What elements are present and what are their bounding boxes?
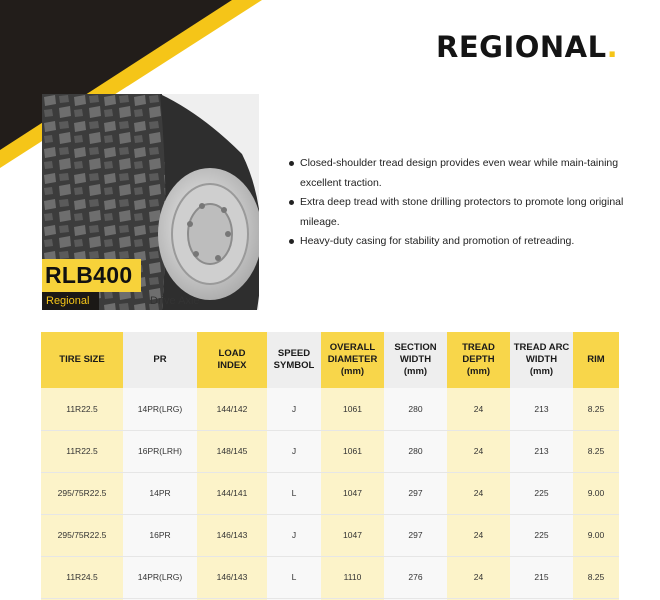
column-header-line: PR — [153, 354, 167, 365]
column-header-line: (mm) — [466, 366, 491, 377]
table-cell-section-width: 297 — [384, 514, 447, 556]
column-header-line: WIDTH — [525, 354, 558, 365]
table-header-row — [41, 332, 619, 388]
column-header-line: TREAD ARC — [513, 342, 570, 353]
table-cell-tread-arc-width: 225 — [510, 514, 573, 556]
table-cell-speed-symbol: J — [267, 430, 321, 472]
column-header-speed-symbol — [267, 332, 321, 388]
table-cell-load-index: 148/145 — [197, 430, 267, 472]
table-cell-section-width: 280 — [384, 388, 447, 430]
column-header-line: (mm) — [403, 366, 428, 377]
table-cell-speed-symbol: J — [267, 514, 321, 556]
table-cell-tire-size: 11R24.5 — [41, 556, 123, 598]
column-header-line: OVERALL — [329, 342, 376, 353]
table-cell-overall-diameter: 1110 — [321, 556, 384, 598]
spec-table — [41, 332, 619, 600]
table-cell-load-index: 144/142 — [197, 388, 267, 430]
column-header-line: DEPTH — [462, 354, 495, 365]
column-header-line: SYMBOL — [273, 360, 315, 371]
feature-list — [288, 154, 628, 252]
feature-item: Heavy-duty casing for stability and promotion of retreading. — [288, 232, 628, 252]
table-cell-rim: 8.25 — [573, 430, 619, 472]
table-cell-tread-arc-width: 225 — [510, 472, 573, 514]
title-accent-dot: . — [606, 30, 619, 64]
column-header-load-index — [197, 332, 267, 388]
table-row — [41, 472, 619, 514]
table-cell-speed-symbol: L — [267, 472, 321, 514]
table-cell-section-width: 280 — [384, 430, 447, 472]
feature-item: Extra deep tread with stone drilling protectors to promote long original mileage. — [288, 193, 628, 232]
column-header-tread-depth — [447, 332, 510, 388]
table-cell-speed-symbol: L — [267, 556, 321, 598]
table-cell-rim: 8.25 — [573, 556, 619, 598]
table-cell-tread-depth: 24 — [447, 430, 510, 472]
column-header-line: (mm) — [340, 366, 365, 377]
column-header-line: SPEED — [277, 348, 311, 359]
table-row — [41, 514, 619, 556]
column-header-overall-diameter — [321, 332, 384, 388]
table-row — [41, 430, 619, 472]
table-cell-tread-arc-width: 215 — [510, 556, 573, 598]
table-cell-pr: 16PR — [123, 514, 197, 556]
table-cell-speed-symbol: J — [267, 388, 321, 430]
table-cell-section-width: 297 — [384, 472, 447, 514]
table-cell-load-index: 144/141 — [197, 472, 267, 514]
table-cell-tire-size: 295/75R22.5 — [41, 514, 123, 556]
table-cell-rim: 8.25 — [573, 388, 619, 430]
table-cell-overall-diameter: 1061 — [321, 388, 384, 430]
table-cell-pr: 16PR(LRH) — [123, 430, 197, 472]
table-cell-rim: 9.00 — [573, 472, 619, 514]
table-cell-rim: 9.00 — [573, 514, 619, 556]
table-cell-pr: 14PR(LRG) — [123, 556, 197, 598]
model-badge: RLB400 — [42, 259, 141, 292]
table-cell-tread-arc-width: 213 — [510, 388, 573, 430]
table-cell-tire-size: 295/75R22.5 — [41, 472, 123, 514]
column-header-line: TIRE SIZE — [59, 354, 105, 365]
column-header-line: (mm) — [529, 366, 554, 377]
page-title-text: REGIONAL — [436, 30, 607, 64]
table-cell-tread-depth: 24 — [447, 556, 510, 598]
column-header-line: SECTION — [394, 342, 437, 353]
column-header-line: TREAD — [462, 342, 495, 353]
column-header-line: WIDTH — [399, 354, 432, 365]
table-cell-overall-diameter: 1061 — [321, 430, 384, 472]
column-header-section-width — [384, 332, 447, 388]
column-header-line: LOAD — [218, 348, 246, 359]
table-cell-overall-diameter: 1047 — [321, 472, 384, 514]
table-cell-tread-depth: 24 — [447, 472, 510, 514]
table-cell-pr: 14PR(LRG) — [123, 388, 197, 430]
page-title — [436, 30, 618, 64]
table-row — [41, 388, 619, 430]
category-tag: Regional — [42, 292, 99, 310]
table-body — [41, 388, 619, 600]
table-row — [41, 556, 619, 598]
column-header-line: INDEX — [217, 360, 247, 371]
table-cell-overall-diameter: 1047 — [321, 514, 384, 556]
column-header-tread-arc-width — [510, 332, 573, 388]
table-cell-section-width: 276 — [384, 556, 447, 598]
column-header-line: RIM — [587, 354, 605, 365]
table-cell-load-index: 146/143 — [197, 514, 267, 556]
table-cell-tread-arc-width: 213 — [510, 430, 573, 472]
table-cell-tread-depth: 24 — [447, 388, 510, 430]
column-header-tire-size — [41, 332, 123, 388]
column-header-rim — [573, 332, 619, 388]
table-cell-pr: 14PR — [123, 472, 197, 514]
axle-label: Drive Axle — [150, 295, 200, 307]
feature-item: Closed-shoulder tread design provides even wear while main-taining excellent traction. — [288, 154, 628, 193]
table-cell-load-index: 146/143 — [197, 556, 267, 598]
column-header-line: DIAMETER — [327, 354, 378, 365]
column-header-pr — [123, 332, 197, 388]
table-cell-tire-size: 11R22.5 — [41, 430, 123, 472]
table-cell-tire-size: 11R22.5 — [41, 388, 123, 430]
table-cell-tread-depth: 24 — [447, 514, 510, 556]
